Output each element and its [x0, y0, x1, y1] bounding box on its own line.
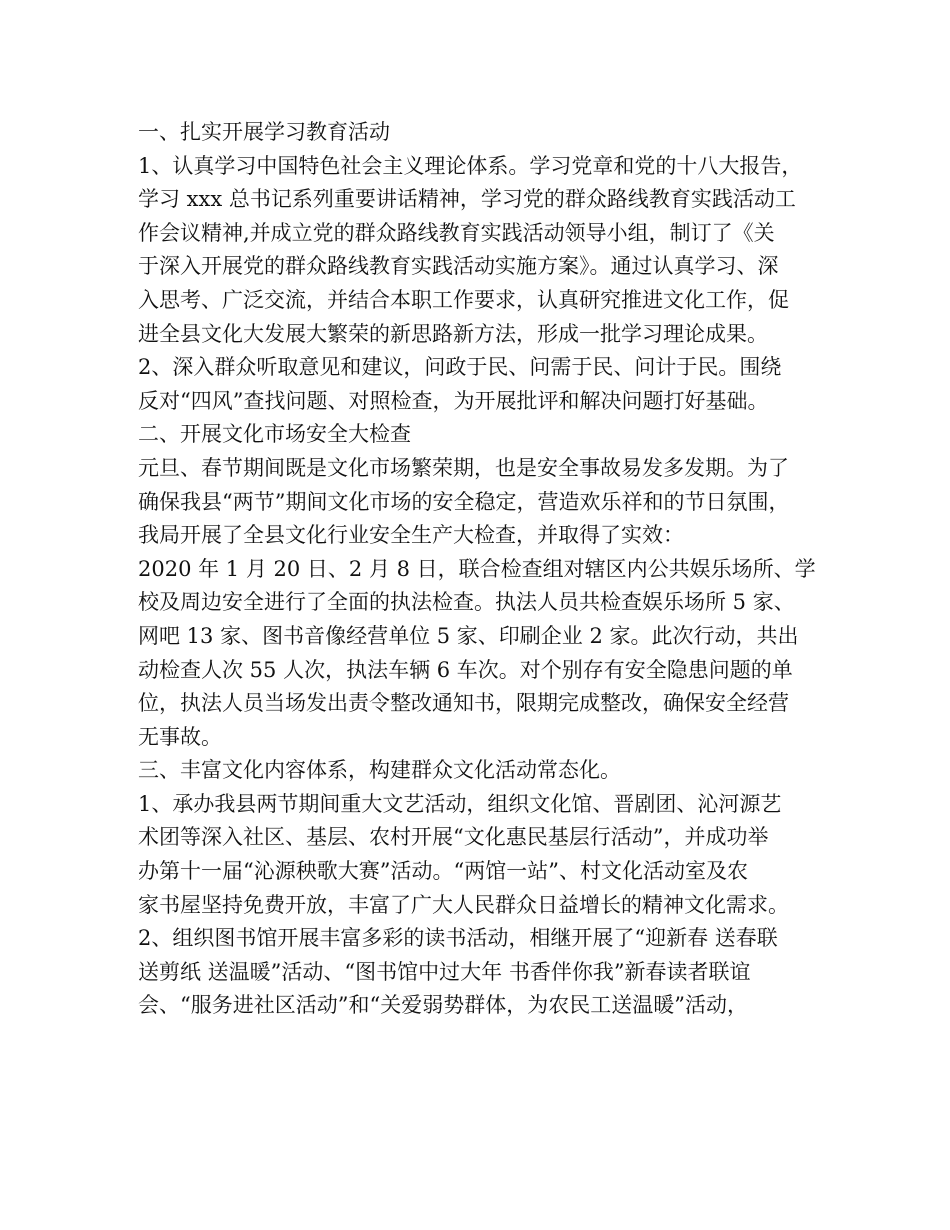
text-line: 反对“四风”查找问题、对照检查，为开展批评和解决问题打好基础。: [138, 388, 769, 413]
heading-2: 二、开展文化市场安全大检查: [138, 422, 411, 447]
text-line: 送剪纸 送温暖”活动、“图书馆中过大年 书香伴你我”新春读者联谊: [138, 959, 751, 984]
text-line: 校及周边安全进行了全面的执法检查。执法人员共检查娱乐场所 5 家、: [138, 590, 795, 615]
heading-1: 一、扎实开展学习教育活动: [138, 120, 390, 144]
text-line: 1、承办我县两节期间重大文艺活动，组织文化馆、晋剧团、沁河源艺: [138, 791, 782, 816]
text-line: 进全县文化大发展大繁荣的新思路新方法，形成一批学习理论成果。: [138, 321, 768, 346]
text-line: 位，执法人员当场发出责令整改通知书，限期完成整改，确保安全经营: [138, 691, 789, 716]
text-line: 学习 xxx 总书记系列重要讲话精神，学习党的群众路线教育实践活动工: [138, 187, 796, 212]
text-line: 2、深入群众听取意见和建议，问政于民、问需于民、问计于民。围绕: [138, 355, 782, 380]
text-line: 办第十一届“沁源秧歌大赛”活动。“两馆一站”、村文化活动室及农: [138, 859, 748, 884]
text-line: 作会议精神,并成立党的群众路线教育实践活动领导小组，制订了《关: [138, 220, 775, 245]
text-line: 确保我县“两节”期间文化市场的安全稳定，营造欢乐祥和的节日氛围，: [138, 489, 790, 514]
text-line: 2020 年 1 月 20 日、2 月 8 日，联合检查组对辖区内公共娱乐场所、学: [138, 556, 816, 581]
text-line: 2、组织图书馆开展丰富多彩的读书活动，相继开展了“迎新春 送春联: [138, 926, 778, 951]
text-line: 术团等深入社区、基层、农村开展“文化惠民基层行活动”，并成功举: [138, 825, 769, 850]
text-line: 元旦、春节期间既是文化市场繁荣期，也是安全事故易发多发期。为了: [138, 455, 789, 480]
text-line: 无事故。: [138, 724, 222, 749]
text-line: 家书屋坚持免费开放，丰富了广大人民群众日益增长的精神文化需求。: [138, 892, 789, 917]
text-line: 于深入开展党的群众路线教育实践活动实施方案》。通过认真学习、深: [138, 254, 779, 279]
text-line: 我局开展了全县文化行业安全生产大检查，并取得了实效：: [138, 523, 684, 548]
text-line: 会、“服务进社区活动”和“关爱弱势群体，为农民工送温暖”活动，: [138, 993, 748, 1018]
text-line: 动检查人次 55 人次，执法车辆 6 车次。对个别存有安全隐患问题的单: [138, 657, 793, 682]
text-line: 网吧 13 家、图书音像经营单位 5 家、印刷企业 2 家。此次行动，共出: [138, 623, 799, 648]
document-body: [138, 116, 828, 1023]
text-line: 入思考、广泛交流，并结合本职工作要求，认真研究推进文化工作，促: [138, 287, 789, 312]
heading-3: 三、丰富文化内容体系，构建群众文化活动常态化。: [138, 758, 621, 783]
text-line: 1、认真学习中国特色社会主义理论体系。学习党章和党的十八大报告，: [138, 153, 803, 178]
